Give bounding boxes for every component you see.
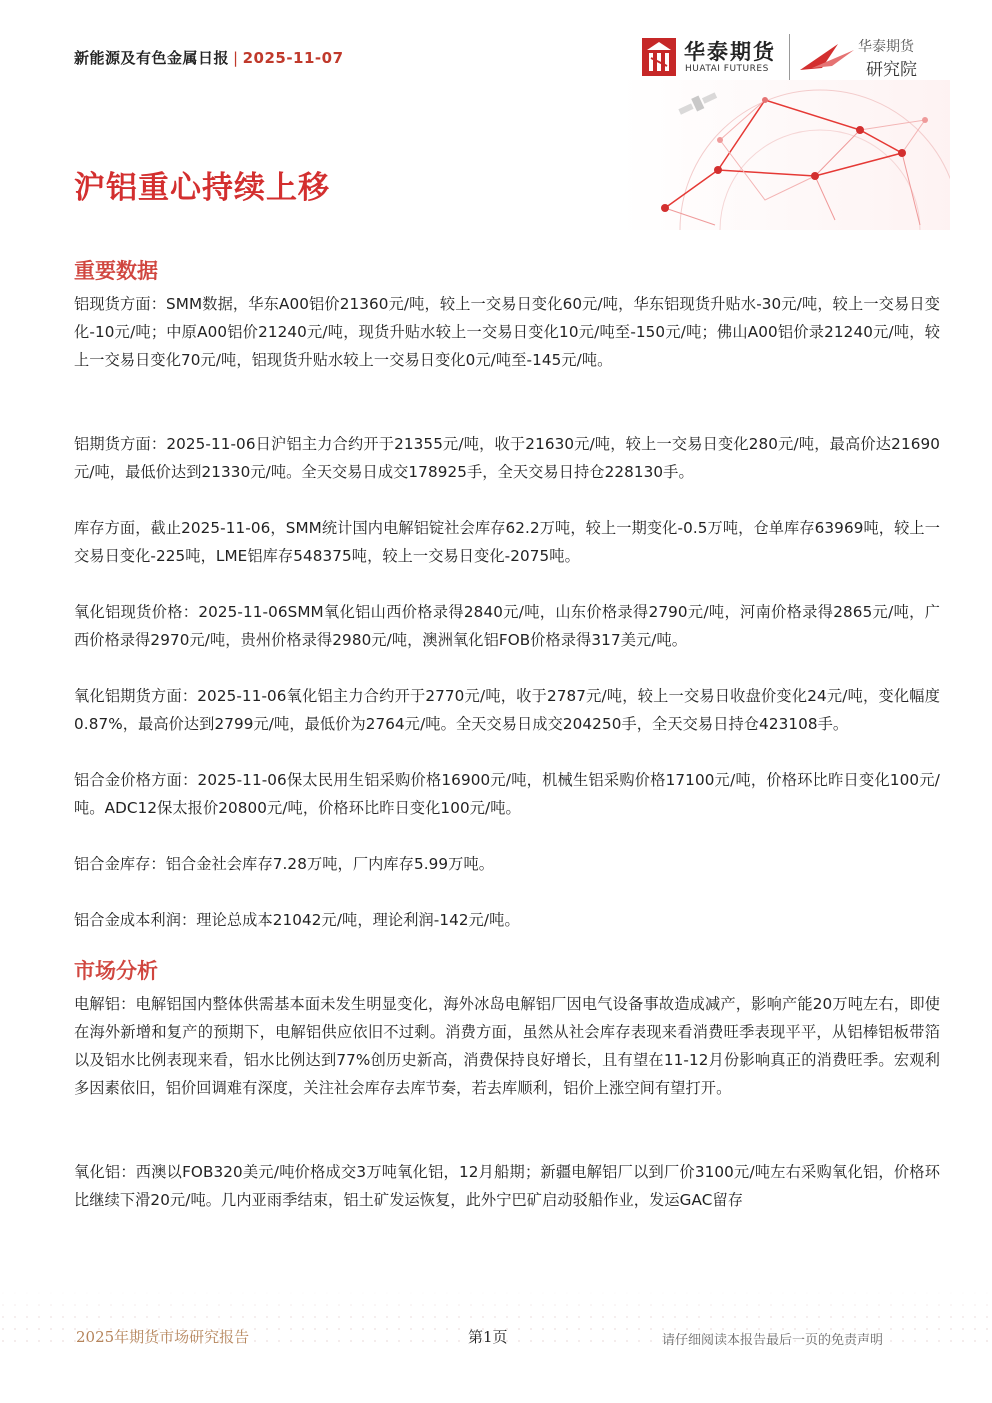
disclaimer-note: 请仔细阅读本报告最后一页的免责声明: [662, 1333, 884, 1348]
paragraph-alloy-cost-profit: 铝合金成本利润：理论总成本21042元/吨，理论利润-142元/吨。: [74, 911, 520, 929]
institute-line1: 华泰期货: [858, 39, 914, 55]
footer-report-series: 2025年期货市场研究报告: [76, 1328, 250, 1346]
section-heading: 市场分析: [74, 959, 158, 983]
company-name-en: HUATAI FUTURES: [685, 64, 769, 74]
header-separator: |: [233, 49, 239, 67]
company-name-cn: 华泰期货: [684, 40, 776, 64]
paragraph-electrolytic-aluminum: 电解铝：电解铝国内整体供需基本面未发生明显变化，海外冰岛电解铝厂因电气设备事故造成减产，影响产能20万吨左右，即使在海外新增和复产的预期下，电解铝供应依旧不过剩。消费方面，虽然从社会库存表现来看消费旺季表现平平，从铝棒铝板带箔以及铝水比例表现来看，铝水比例达到77%创历史新高，消费保持良好增长，且有望在11-12月份影响真正的消费旺季。宏观利多因素依旧，铝价回调难有深度，关注社会库存去库节奏，若去库顺利，铝价上涨空间有望打开。: [74, 995, 940, 1097]
brand-divider: [789, 34, 790, 80]
paragraph-alumina-spot: 氧化铝现货价格：2025-11-06SMM氧化铝山西价格录得2840元/吨，山东价格录得2790元/吨，河南价格录得2865元/吨，广西价格录得2970元/吨，贵州价格录得2980元/吨，澳洲氧化铝FOB价格录得317美元/吨。: [74, 603, 940, 649]
page-number: 第1页: [468, 1328, 508, 1346]
section-key-data: [74, 256, 940, 934]
page-footer: [0, 1320, 992, 1360]
paragraph-alumina-analysis: 氧化铝：西澳以FOB320美元/吨价格成交3万吨氧化铝，12月船期；新疆电解铝厂以到厂价3100元/吨左右采购氧化铝，价格环比继续下滑20元/吨。几内亚雨季结束，铝土矿发运恢复，此外宁巴矿启动驳船作业，发运GAC留存: [74, 1163, 940, 1209]
page-title: 沪铝重心持续上移: [74, 170, 330, 206]
paragraph-aluminum-futures: 铝期货方面：2025-11-06日沪铝主力合约开于21355元/吨，收于21630元/吨，较上一交易日变化280元/吨，最高价达21690元/吨，最低价达到21330元/吨。全天交易日成交178925手，全天交易日持仓228130手。: [74, 435, 940, 481]
section-heading: 重要数据: [74, 259, 158, 283]
report-body: [74, 256, 940, 1214]
report-name: 新能源及有色金属日报: [74, 49, 230, 67]
paragraph-inventory: 库存方面，截止2025-11-06，SMM统计国内电解铝锭社会库存62.2万吨，较上一期变化-0.5万吨，仓单库存63969吨，较上一交易日变化-225吨，LME铝库存548375吨，较上一交易日变化-2075吨。: [74, 519, 940, 565]
report-date: 2025-11-07: [242, 49, 344, 67]
section-market-analysis: [74, 956, 940, 1214]
paragraph-alumina-futures: 氧化铝期货方面：2025-11-06氧化铝主力合约开于2770元/吨，收于2787元/吨，较上一交易日收盘价变化24元/吨，变化幅度0.87%，最高价达到2799元/吨，最低价为2764元/吨。全天交易日成交204250手，全天交易日持仓423108手。: [74, 687, 940, 733]
institute-logo-icon: [798, 38, 858, 74]
paragraph-aluminum-spot: 铝现货方面：SMM数据，华东A00铝价21360元/吨，较上一交易日变化60元/吨，华东铝现货升贴水-30元/吨，较上一交易日变化-10元/吨；中原A00铝价21240元/吨，现货升贴水较上一交易日变化10元/吨至-150元/吨；佛山A00铝价录21240元/吨，较上一交易日变化70元/吨，铝现货升贴水较上一交易日变化0元/吨至-145元/吨。: [74, 295, 940, 369]
network-banner-graphic: [620, 80, 950, 230]
page-header: [0, 0, 992, 90]
institute-line2: 研究院: [866, 60, 917, 80]
paragraph-alloy-inventory: 铝合金库存：铝合金社会库存7.28万吨，厂内库存5.99万吨。: [74, 855, 495, 873]
huatai-futures-logo: [642, 36, 782, 80]
report-header-title: [74, 47, 344, 68]
research-institute-logo: [798, 36, 928, 80]
paragraph-alloy-price: 铝合金价格方面：2025-11-06保太民用生铝采购价格16900元/吨，机械生铝采购价格17100元/吨，价格环比昨日变化100元/吨。ADC12保太报价20800元/吨，价格环比昨日变化100元/吨。: [74, 771, 940, 817]
huatai-logo-icon: [642, 38, 676, 76]
